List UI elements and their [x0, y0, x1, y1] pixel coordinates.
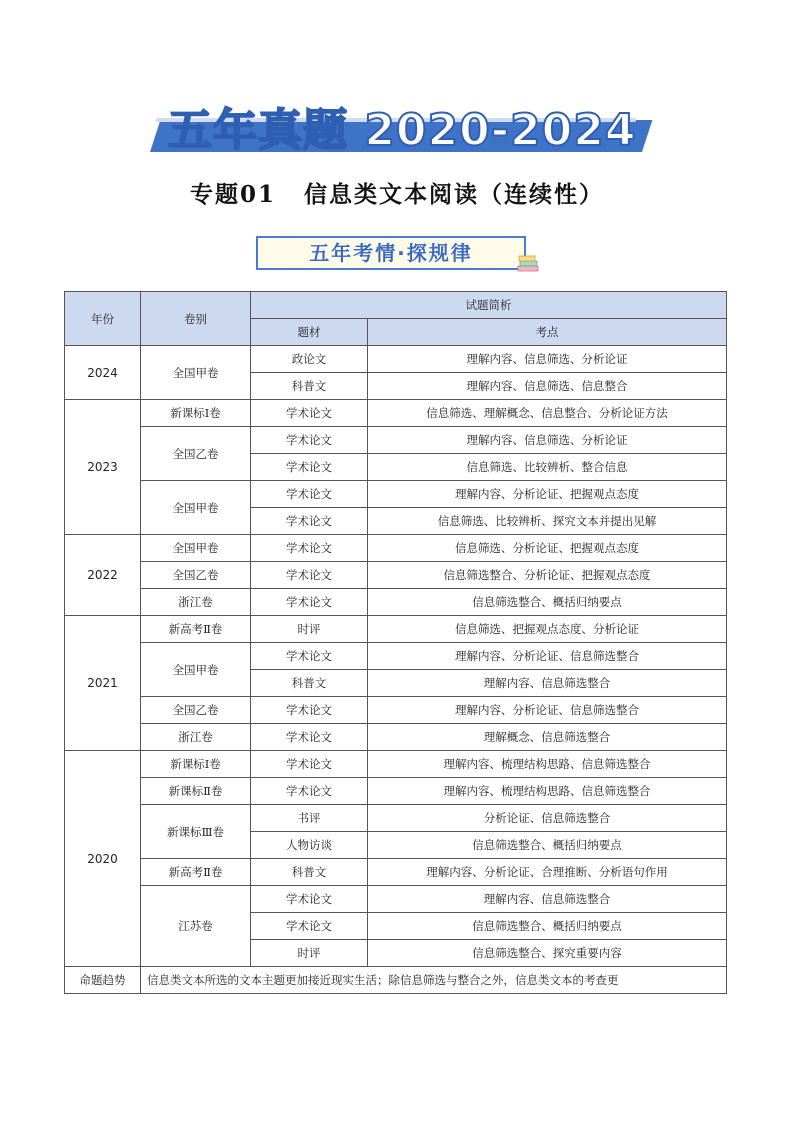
year-cell: 2022 — [65, 535, 141, 616]
header-analysis: 试题简析 — [251, 292, 727, 319]
table-row — [65, 616, 727, 643]
points-cell: 理解内容、分析论证、信息筛选整合 — [368, 643, 727, 670]
paper-cell: 新高考Ⅱ卷 — [141, 616, 251, 643]
section-badge: 五年考情·探规律 — [256, 236, 526, 270]
table-row — [65, 886, 727, 913]
material-cell: 学术论文 — [251, 427, 368, 454]
trend-text: 信息类文本所选的文本主题更加接近现实生活；除信息筛选与整合之外，信息类文本的考查更 — [141, 967, 727, 994]
table-row — [65, 346, 727, 373]
table-row — [65, 805, 727, 832]
exam-analysis-table — [64, 291, 727, 994]
points-cell: 理解内容、信息筛选整合 — [368, 886, 727, 913]
table-row — [65, 751, 727, 778]
points-cell: 理解内容、信息筛选、信息整合 — [368, 373, 727, 400]
points-cell: 信息筛选、比较辨析、整合信息 — [368, 454, 727, 481]
points-cell: 信息筛选整合、概括归纳要点 — [368, 832, 727, 859]
paper-cell: 全国乙卷 — [141, 562, 251, 589]
paper-cell: 新课标Ⅰ卷 — [141, 751, 251, 778]
points-cell: 信息筛选整合、分析论证、把握观点态度 — [368, 562, 727, 589]
material-cell: 时评 — [251, 616, 368, 643]
year-cell: 2021 — [65, 616, 141, 751]
table-row — [65, 724, 727, 751]
points-cell: 分析论证、信息筛选整合 — [368, 805, 727, 832]
points-cell: 信息筛选、把握观点态度、分析论证 — [368, 616, 727, 643]
year-cell: 2024 — [65, 346, 141, 400]
material-cell: 学术论文 — [251, 562, 368, 589]
paper-cell: 江苏卷 — [141, 886, 251, 967]
banner-title: 五年真题 2020-2024 — [168, 105, 637, 156]
material-cell: 时评 — [251, 940, 368, 967]
table-row — [65, 562, 727, 589]
table-row — [65, 481, 727, 508]
paper-cell: 全国甲卷 — [141, 643, 251, 697]
points-cell: 信息筛选整合、探究重要内容 — [368, 940, 727, 967]
points-cell: 理解内容、信息筛选、分析论证 — [368, 346, 727, 373]
paper-cell: 新课标Ⅰ卷 — [141, 400, 251, 427]
material-cell: 学术论文 — [251, 454, 368, 481]
books-icon — [516, 252, 540, 274]
points-cell: 理解内容、信息筛选整合 — [368, 670, 727, 697]
table-row — [65, 643, 727, 670]
points-cell: 理解内容、分析论证、信息筛选整合 — [368, 697, 727, 724]
subject-name: 信息类文本阅读（连续性） — [304, 181, 604, 208]
points-cell: 理解概念、信息筛选整合 — [368, 724, 727, 751]
points-cell: 理解内容、信息筛选、分析论证 — [368, 427, 727, 454]
trend-label: 命题趋势 — [65, 967, 141, 994]
material-cell: 学术论文 — [251, 481, 368, 508]
material-cell: 学术论文 — [251, 697, 368, 724]
points-cell: 信息筛选、比较辨析、探究文本并提出见解 — [368, 508, 727, 535]
table-row — [65, 778, 727, 805]
header-paper: 卷别 — [141, 292, 251, 346]
table-row — [65, 427, 727, 454]
header-points: 考点 — [368, 319, 727, 346]
material-cell: 学术论文 — [251, 508, 368, 535]
paper-cell: 全国甲卷 — [141, 535, 251, 562]
points-cell: 理解内容、分析论证、把握观点态度 — [368, 481, 727, 508]
material-cell: 学术论文 — [251, 724, 368, 751]
table-body — [65, 292, 727, 994]
material-cell: 科普文 — [251, 859, 368, 886]
points-cell: 信息筛选整合、概括归纳要点 — [368, 589, 727, 616]
table-row — [65, 589, 727, 616]
material-cell: 学术论文 — [251, 535, 368, 562]
paper-cell: 浙江卷 — [141, 724, 251, 751]
year-cell: 2023 — [65, 400, 141, 535]
material-cell: 学术论文 — [251, 643, 368, 670]
header-year: 年份 — [65, 292, 141, 346]
material-cell: 书评 — [251, 805, 368, 832]
material-cell: 学术论文 — [251, 589, 368, 616]
paper-cell: 浙江卷 — [141, 589, 251, 616]
material-cell: 学术论文 — [251, 400, 368, 427]
subject-number: 专题01 — [189, 181, 276, 208]
title-banner — [150, 88, 642, 154]
material-cell: 学术论文 — [251, 778, 368, 805]
paper-cell: 新高考Ⅱ卷 — [141, 859, 251, 886]
paper-cell: 新课标Ⅱ卷 — [141, 778, 251, 805]
table-row — [65, 535, 727, 562]
table-row — [65, 697, 727, 724]
material-cell: 政论文 — [251, 346, 368, 373]
points-cell: 信息筛选整合、概括归纳要点 — [368, 913, 727, 940]
points-cell: 理解内容、梳理结构思路、信息筛选整合 — [368, 778, 727, 805]
paper-cell: 新课标Ⅲ卷 — [141, 805, 251, 859]
material-cell: 学术论文 — [251, 751, 368, 778]
material-cell: 科普文 — [251, 670, 368, 697]
paper-cell: 全国乙卷 — [141, 427, 251, 481]
points-cell: 信息筛选、理解概念、信息整合、分析论证方法 — [368, 400, 727, 427]
points-cell: 理解内容、梳理结构思路、信息筛选整合 — [368, 751, 727, 778]
trend-row — [65, 967, 727, 994]
year-cell: 2020 — [65, 751, 141, 967]
points-cell: 理解内容、分析论证、合理推断、分析语句作用 — [368, 859, 727, 886]
paper-cell: 全国甲卷 — [141, 346, 251, 400]
table-row — [65, 859, 727, 886]
material-cell: 学术论文 — [251, 913, 368, 940]
paper-cell: 全国甲卷 — [141, 481, 251, 535]
material-cell: 人物访谈 — [251, 832, 368, 859]
table-row — [65, 400, 727, 427]
subject-heading — [0, 176, 794, 209]
header-row — [65, 292, 727, 319]
points-cell: 信息筛选、分析论证、把握观点态度 — [368, 535, 727, 562]
header-material: 题材 — [251, 319, 368, 346]
paper-cell: 全国乙卷 — [141, 697, 251, 724]
material-cell: 学术论文 — [251, 886, 368, 913]
material-cell: 科普文 — [251, 373, 368, 400]
